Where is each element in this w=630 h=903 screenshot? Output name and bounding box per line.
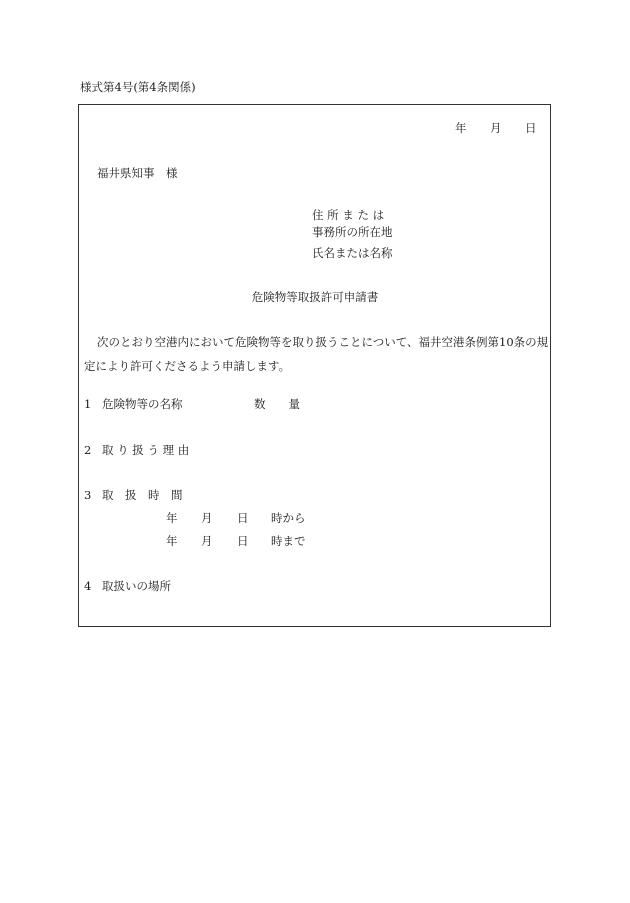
body-text-line2: 定により許可くださるよう申請します。 (84, 359, 291, 373)
to-month-label: 月 (201, 534, 213, 548)
form-number: 様式第4号(第4条関係) (80, 80, 196, 94)
from-time-label: 時から (271, 511, 306, 525)
item-1-number: 1 (84, 397, 92, 411)
item-3-label: 取 扱 時 間 (102, 488, 183, 502)
date-month-label: 月 (490, 121, 502, 135)
item-3-number: 3 (84, 488, 92, 502)
from-month-label: 月 (201, 511, 213, 525)
address-label-line2: 事務所の所在地 (312, 225, 393, 239)
date-year-label: 年 (455, 121, 467, 135)
document-title: 危険物等取扱許可申請書 (251, 290, 379, 304)
to-day-label: 日 (237, 534, 249, 548)
from-day-label: 日 (237, 511, 249, 525)
item-4-label: 取扱いの場所 (102, 579, 171, 593)
item-1-label: 危険物等の名称 (102, 397, 183, 411)
to-year-label: 年 (166, 534, 178, 548)
item-4-number: 4 (84, 579, 92, 593)
date-day-label: 日 (525, 121, 537, 135)
to-time-label: 時まで (271, 534, 306, 548)
item-1-quantity-label: 数 量 (254, 397, 300, 411)
body-text-line1: 次のとおり空港内において危険物等を取り扱うことについて、福井空港条例第10条の規 (97, 335, 549, 349)
name-label: 氏名または名称 (312, 246, 393, 260)
from-year-label: 年 (166, 511, 178, 525)
address-label-line1: 住 所 ま た は (312, 208, 385, 222)
item-2-label: 取 り 扱 う 理 由 (102, 443, 190, 457)
item-2-number: 2 (84, 443, 92, 457)
addressee: 福井県知事 様 (97, 166, 178, 180)
